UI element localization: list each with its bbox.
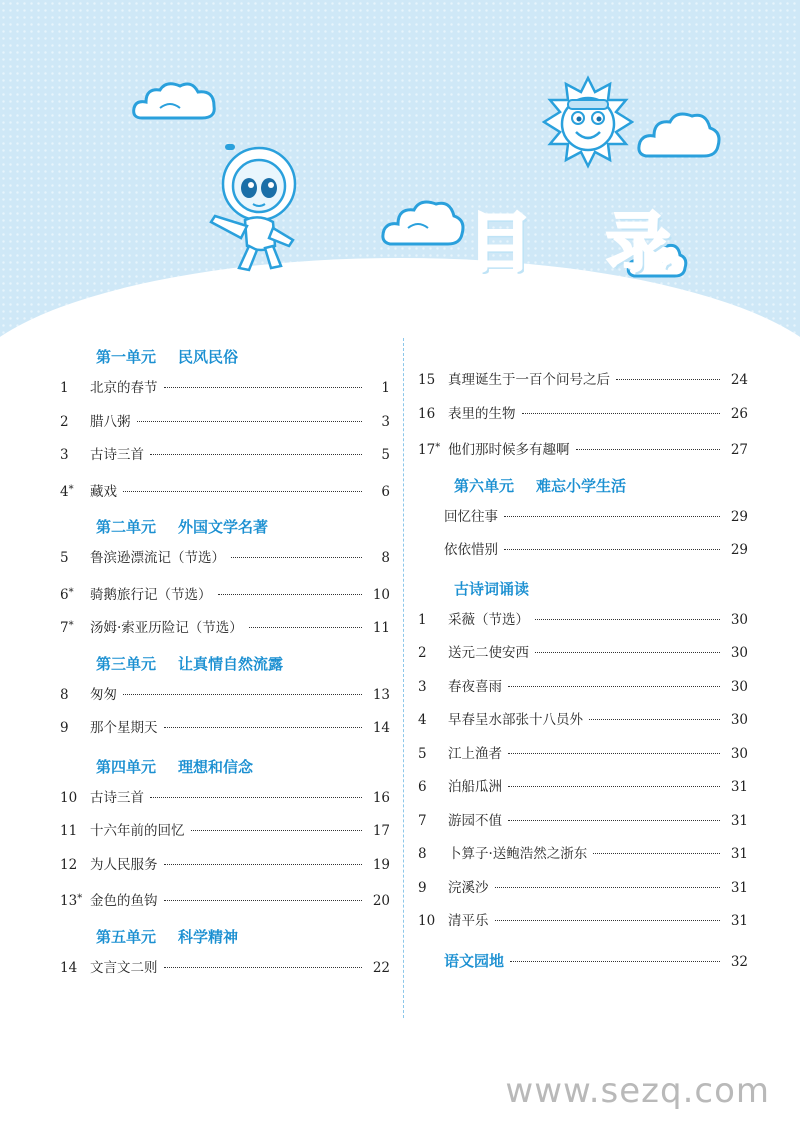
toc-entry[interactable] — [60, 712, 390, 746]
unit-number: 古诗词诵读 — [454, 579, 530, 598]
unit-number: 第六单元 — [454, 476, 515, 495]
lesson-number-text: 1 — [418, 611, 427, 628]
lesson-title: 为人民服务 — [90, 856, 158, 873]
lesson-number — [418, 671, 448, 705]
lesson-title: 匆匆 — [90, 686, 117, 703]
lesson-number — [60, 679, 90, 713]
lesson-number-text: 6 — [60, 586, 69, 603]
toc-entry[interactable] — [418, 838, 748, 872]
lesson-title: 送元二使安西 — [448, 645, 529, 661]
dot-leader — [616, 379, 720, 380]
watermark: www.sezq.com — [505, 1071, 770, 1111]
lesson-number-text: 7 — [418, 812, 427, 829]
lesson-number-text: 9 — [60, 720, 69, 736]
lesson-number — [60, 882, 90, 919]
dot-leader — [589, 719, 720, 720]
toc-entry[interactable] — [418, 431, 748, 465]
lesson-title: 回忆往事 — [444, 508, 498, 525]
lesson-title: 早春呈水部张十八员外 — [448, 712, 583, 728]
lesson-number-text: 10 — [418, 913, 436, 929]
toc-entry[interactable] — [60, 782, 390, 816]
lesson-number — [60, 712, 90, 746]
page-number: 11 — [372, 620, 390, 636]
lesson-number — [418, 431, 448, 468]
lesson-number-text: 6 — [418, 779, 427, 795]
toc-entry[interactable] — [60, 815, 390, 849]
dot-leader — [123, 694, 362, 695]
dot-leader — [218, 594, 363, 595]
page-number: 30 — [730, 678, 748, 695]
toc-entry[interactable] — [418, 501, 748, 535]
toc-entry[interactable] — [418, 704, 748, 738]
lesson-number-text: 2 — [60, 413, 69, 430]
lesson-number — [60, 372, 90, 406]
column-divider — [403, 338, 404, 1018]
lesson-number-text: 11 — [60, 823, 78, 839]
lesson-title: 金色的鱼钩 — [90, 893, 158, 909]
lesson-number-text: 12 — [60, 856, 78, 873]
unit-heading — [60, 512, 390, 542]
lesson-number — [418, 771, 448, 805]
lesson-number-text: 5 — [60, 550, 69, 566]
lesson-number — [60, 849, 90, 883]
dot-leader — [164, 387, 363, 388]
page-number: 19 — [372, 856, 390, 873]
toc-entry[interactable] — [60, 882, 390, 916]
lesson-number — [418, 805, 448, 839]
lesson-number — [418, 604, 448, 638]
unit-name: 外国文学名著 — [178, 518, 269, 536]
lesson-number-text: 3 — [60, 447, 69, 463]
lesson-number-text: 2 — [418, 645, 427, 661]
dot-leader — [164, 900, 363, 901]
lesson-title: 清平乐 — [448, 913, 489, 929]
toc-entry[interactable] — [418, 364, 748, 398]
sun-character-icon — [538, 72, 638, 172]
lesson-number-text: 13 — [60, 893, 78, 909]
lesson-number — [418, 872, 448, 906]
unit-name: 理想和信念 — [178, 757, 254, 776]
lesson-title: 汤姆·索亚历险记（节选） — [90, 620, 243, 636]
lesson-number-text: 1 — [60, 380, 69, 396]
lesson-number-text: 8 — [60, 686, 69, 703]
dot-leader — [164, 864, 363, 865]
lesson-title: 游园不值 — [448, 812, 502, 829]
optional-lesson-mark: * — [68, 586, 74, 598]
lesson-title: 骑鹅旅行记（节选） — [90, 586, 212, 603]
dot-leader — [593, 853, 720, 854]
page-number: 30 — [730, 712, 748, 728]
toc-entry[interactable] — [418, 805, 748, 839]
lesson-number — [60, 815, 90, 849]
lesson-number — [60, 576, 90, 613]
lesson-number — [418, 364, 448, 398]
lesson-number — [60, 609, 90, 646]
unit-number: 第二单元 — [96, 518, 157, 536]
page-number: 14 — [372, 720, 390, 736]
page-number: 30 — [730, 745, 748, 762]
dot-leader — [495, 920, 721, 921]
unit-heading: 语文园地 — [444, 951, 505, 970]
page-number: 10 — [372, 586, 390, 603]
toc-entry[interactable] — [418, 945, 748, 979]
toc-entry[interactable] — [418, 637, 748, 671]
page-number: 17 — [372, 823, 390, 839]
toc-entry[interactable] — [418, 604, 748, 638]
dot-leader — [522, 413, 721, 414]
toc-entry[interactable] — [60, 576, 390, 610]
toc-entry[interactable] — [418, 738, 748, 772]
lesson-number — [418, 637, 448, 671]
unit-heading — [60, 342, 390, 372]
astronaut-character-icon — [205, 142, 301, 272]
dot-leader — [504, 549, 720, 550]
lesson-title: 北京的春节 — [90, 380, 158, 396]
lesson-number-text: 15 — [418, 372, 436, 388]
lesson-number — [60, 473, 90, 510]
toc-entry[interactable] — [418, 905, 748, 939]
toc-left-column — [60, 336, 390, 985]
page-number: 6 — [381, 483, 390, 500]
cloud-icon — [380, 198, 468, 254]
unit-number: 第三单元 — [96, 654, 157, 673]
lesson-title: 鲁滨逊漂流记（节选） — [90, 550, 225, 566]
lesson-number-text: 17 — [418, 442, 436, 458]
lesson-number — [60, 952, 90, 986]
lesson-title: 十六年前的回忆 — [90, 823, 185, 839]
lesson-title: 腊八粥 — [90, 413, 131, 430]
lesson-title: 那个星期天 — [90, 720, 158, 736]
page-number: 24 — [730, 372, 748, 388]
toc-entry[interactable] — [60, 542, 390, 576]
lesson-number-text: 4 — [60, 483, 69, 500]
page-number: 30 — [730, 611, 748, 628]
lesson-title: 他们那时候多有趣啊 — [448, 442, 570, 458]
lesson-number-text: 9 — [418, 879, 427, 896]
unit-heading — [418, 574, 748, 604]
unit-name: 难忘小学生活 — [536, 476, 627, 495]
page-number: 3 — [381, 413, 390, 430]
page-number: 8 — [381, 550, 390, 566]
lesson-number — [418, 704, 448, 738]
unit-number: 第一单元 — [96, 348, 157, 366]
unit-heading — [60, 752, 390, 782]
lesson-number — [418, 905, 448, 939]
lesson-title: 浣溪沙 — [448, 879, 489, 896]
optional-lesson-mark: * — [68, 483, 74, 495]
lesson-number — [60, 439, 90, 473]
toc-entry[interactable] — [60, 952, 390, 986]
dot-leader — [535, 652, 720, 653]
unit-name: 让真情自然流露 — [178, 654, 284, 673]
page-number: 31 — [730, 846, 748, 862]
lesson-number-text: 10 — [60, 789, 78, 806]
dot-leader — [576, 449, 721, 450]
dot-leader — [510, 961, 720, 962]
page-number: 31 — [730, 913, 748, 929]
dot-leader — [249, 627, 362, 628]
toc-entry[interactable] — [418, 534, 748, 568]
page-title: 目 录 — [468, 207, 697, 281]
lesson-number-text: 16 — [418, 405, 436, 422]
page-number: 30 — [730, 645, 748, 661]
dot-leader — [137, 421, 363, 422]
toc-entry[interactable] — [418, 771, 748, 805]
page-number: 26 — [730, 405, 748, 422]
toc-entry[interactable] — [60, 849, 390, 883]
dot-leader — [231, 557, 362, 558]
page-number: 16 — [372, 789, 390, 806]
dot-leader — [150, 797, 362, 798]
lesson-title: 春夜喜雨 — [448, 678, 502, 695]
lesson-number-text: 14 — [60, 959, 78, 976]
toc-entry[interactable] — [60, 406, 390, 440]
lesson-number — [60, 542, 90, 576]
page-number: 27 — [730, 442, 748, 458]
optional-lesson-mark: * — [435, 442, 441, 453]
toc-right-column — [418, 364, 748, 978]
unit-heading — [60, 649, 390, 679]
lesson-title: 依依惜别 — [444, 542, 498, 558]
page-number: 32 — [730, 953, 748, 970]
dot-leader — [504, 516, 720, 517]
dot-leader — [535, 619, 720, 620]
lesson-number-text: 7 — [60, 620, 69, 636]
page-number: 20 — [372, 893, 390, 909]
lesson-title: 藏戏 — [90, 483, 117, 500]
page-number: 31 — [730, 779, 748, 795]
lesson-number-text: 3 — [418, 678, 427, 695]
lesson-number-text: 8 — [418, 846, 427, 862]
toc-entry[interactable] — [60, 372, 390, 406]
unit-heading — [418, 471, 748, 501]
lesson-title: 表里的生物 — [448, 405, 516, 422]
lesson-title: 卜算子·送鲍浩然之浙东 — [448, 846, 588, 862]
unit-number: 第五单元 — [96, 927, 157, 946]
page-number: 31 — [730, 812, 748, 829]
lesson-title: 真理诞生于一百个问号之后 — [448, 372, 610, 388]
optional-lesson-mark: * — [77, 893, 83, 904]
lesson-title: 江上渔者 — [448, 745, 502, 762]
dot-leader — [508, 820, 720, 821]
cloud-icon — [636, 108, 722, 166]
lesson-number — [60, 406, 90, 440]
lesson-title: 古诗三首 — [90, 789, 144, 806]
dot-leader — [150, 454, 362, 455]
dot-leader — [164, 727, 363, 728]
toc-entry[interactable] — [418, 872, 748, 906]
unit-heading — [60, 922, 390, 952]
page-number: 13 — [372, 686, 390, 703]
lesson-number — [418, 398, 448, 432]
lesson-number — [418, 738, 448, 772]
toc-entry[interactable] — [60, 679, 390, 713]
page-number: 29 — [730, 542, 748, 558]
page-number: 1 — [381, 380, 390, 396]
lesson-number-text: 4 — [418, 712, 427, 728]
page-number: 31 — [730, 879, 748, 896]
toc-entry[interactable] — [60, 609, 390, 643]
dot-leader — [495, 887, 721, 888]
dot-leader — [123, 491, 362, 492]
toc-entry[interactable] — [60, 439, 390, 473]
toc-entry[interactable] — [60, 473, 390, 507]
optional-lesson-mark: * — [68, 620, 74, 631]
dot-leader — [508, 786, 720, 787]
page-number: 5 — [381, 447, 390, 463]
unit-name: 民风民俗 — [178, 348, 239, 366]
lesson-number — [60, 782, 90, 816]
page-number: 22 — [372, 959, 390, 976]
toc-entry[interactable] — [418, 398, 748, 432]
dot-leader — [164, 967, 363, 968]
lesson-title: 文言文二则 — [90, 959, 158, 976]
unit-name: 科学精神 — [178, 927, 239, 946]
dot-leader — [508, 753, 720, 754]
lesson-title: 泊船瓜洲 — [448, 779, 502, 795]
lesson-number — [418, 838, 448, 872]
dot-leader — [508, 686, 720, 687]
lesson-number-text: 5 — [418, 745, 427, 762]
dot-leader — [191, 830, 363, 831]
unit-number: 第四单元 — [96, 757, 157, 776]
lesson-title: 采薇（节选） — [448, 611, 529, 628]
lesson-title: 古诗三首 — [90, 447, 144, 463]
page-number: 29 — [730, 508, 748, 525]
cloud-icon — [130, 78, 220, 130]
toc-entry[interactable] — [418, 671, 748, 705]
